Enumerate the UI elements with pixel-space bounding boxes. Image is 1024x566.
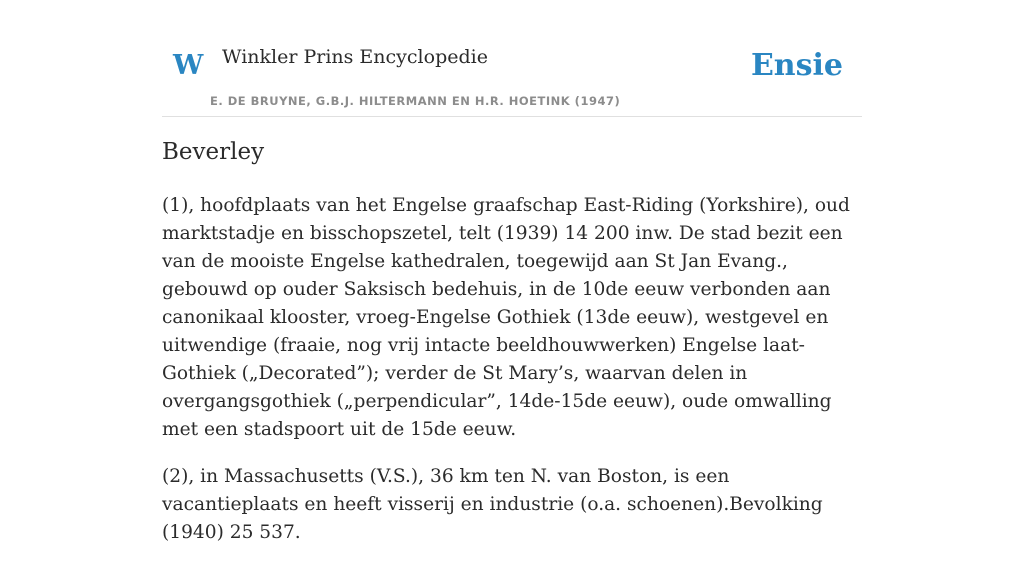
source-header [162,0,862,117]
winkler-prins-logo[interactable]: W [173,50,204,81]
ensie-logo[interactable]: Ensie [750,48,843,83]
entry-title: Beverley [162,139,265,165]
entry-paragraph-1: (1), hoofdplaats van het Engelse graafschap East-Riding (Yorkshire), oud marktstadje en bisschopszetel, telt (1939) 14 200 inw. De stad bezit een van de mooiste Engelse kathedralen, toegewijd aan St Jan Evang., gebouwd op ouder Saksisch bedehuis, in de 10de eeuw verbonden aan canonikaal klooster, vroeg-Engelse Gothiek (13de eeuw), westgevel en uitwendige (fraaie, nog vrij intacte beeldhouwwerken) Engelse laat-Gothiek („Decorated”); verder de St Mary’s, waarvan delen in overgangsgothiek („perpendicular”, 14de-15de eeuw), oude omwalling met een stadspoort uit de 15de eeuw. [162,195,850,440]
entry-body [162,192,862,566]
page-container [162,0,862,543]
source-authors: E. DE BRUYNE, G.B.J. HILTERMANN EN H.R. HOETINK (1947) [210,94,621,108]
source-title[interactable]: Winkler Prins Encyclopedie [222,46,488,68]
entry-paragraph-2: (2), in Massachusetts (V.S.), 36 km ten N. van Boston, is een vacantieplaats en heeft visserij en industrie (o.a. schoenen).Bevolking (1940) 25 537. [162,466,823,543]
